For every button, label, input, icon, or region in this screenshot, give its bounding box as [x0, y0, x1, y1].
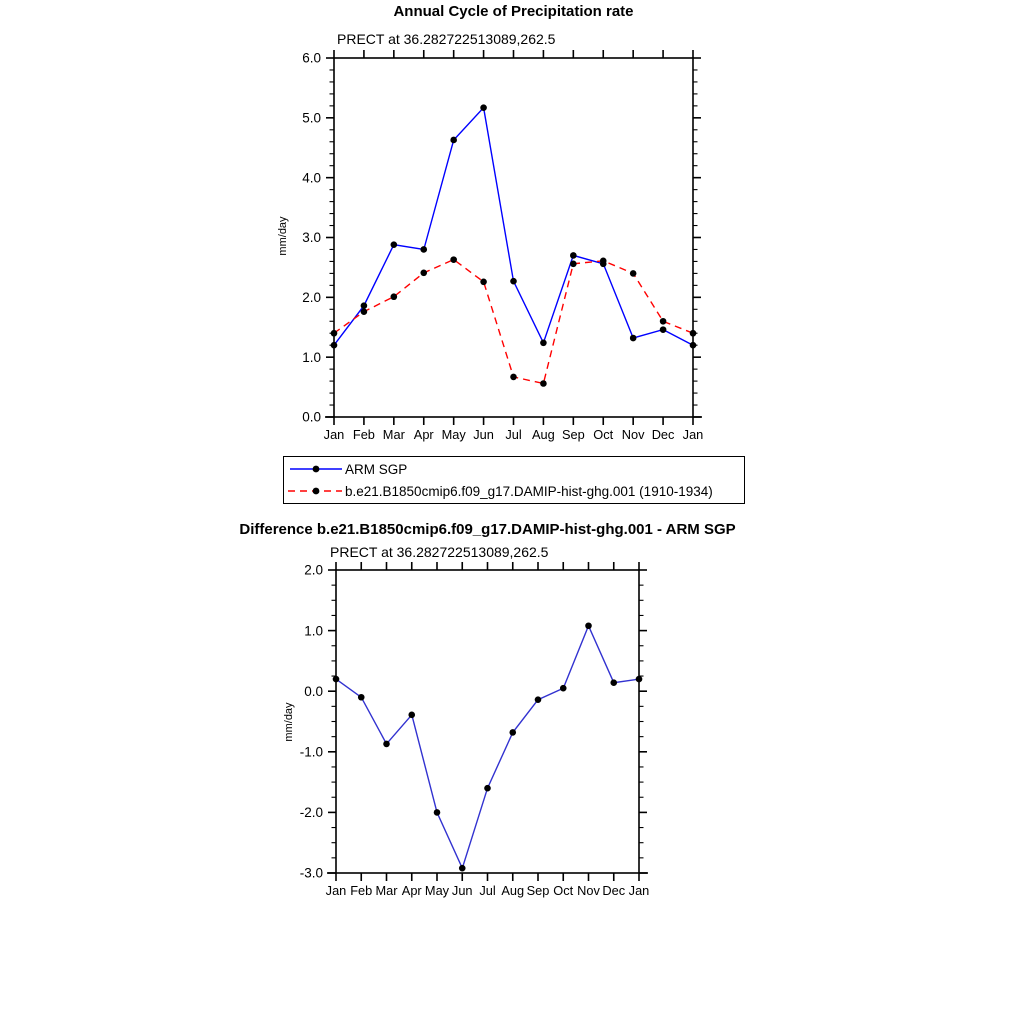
- data-point-marker: [600, 258, 607, 265]
- data-point-marker: [358, 694, 365, 701]
- svg-text:Jan: Jan: [682, 427, 704, 442]
- data-point-marker: [333, 676, 340, 683]
- svg-text:Jan: Jan: [325, 883, 347, 898]
- x-axis-ticks: [336, 562, 639, 881]
- data-point-marker: [331, 342, 338, 349]
- y-axis-ticks: [328, 570, 647, 873]
- data-point-marker: [459, 865, 466, 872]
- svg-text:Jun: Jun: [473, 427, 494, 442]
- svg-text:2.0: 2.0: [302, 290, 321, 306]
- data-point-marker: [391, 293, 398, 300]
- solid-line-sample-icon: [287, 461, 345, 477]
- svg-text:Feb: Feb: [352, 427, 375, 442]
- svg-text:Sep: Sep: [561, 427, 585, 442]
- data-point-marker: [509, 729, 516, 736]
- svg-text:Apr: Apr: [413, 427, 434, 442]
- svg-text:Nov: Nov: [577, 883, 600, 898]
- svg-text:1.0: 1.0: [302, 349, 321, 365]
- svg-text:Jan: Jan: [628, 883, 650, 898]
- data-point-marker: [630, 335, 637, 342]
- plot-frame: [334, 58, 693, 417]
- annual-cycle-plot: [302, 50, 703, 442]
- data-point-marker: [391, 241, 398, 248]
- x-axis-ticks: [334, 50, 693, 425]
- data-point-marker: [690, 330, 697, 337]
- svg-text:Jul: Jul: [505, 427, 522, 442]
- data-point-marker: [510, 278, 517, 285]
- data-point-marker: [361, 302, 368, 309]
- plot-frame: [336, 570, 639, 873]
- svg-text:-3.0: -3.0: [299, 865, 323, 881]
- chart2-title: Difference b.e21.B1850cmip6.f09_g17.DAMIP-hist-ghg.001 - ARM SGP: [239, 521, 736, 538]
- data-point-marker: [535, 696, 542, 703]
- series-markers: [331, 104, 697, 348]
- svg-text:1.0: 1.0: [304, 623, 323, 639]
- x-axis-tick-labels: [326, 883, 650, 898]
- data-point-marker: [540, 340, 547, 347]
- svg-text:Nov: Nov: [621, 427, 645, 442]
- series-line: [336, 626, 639, 868]
- svg-text:Mar: Mar: [382, 427, 405, 442]
- legend-label-model-run: b.e21.B1850cmip6.f09_g17.DAMIP-hist-ghg.001 (1910-1934): [345, 483, 713, 499]
- svg-text:Aug: Aug: [501, 883, 525, 898]
- y-axis-tick-labels: [302, 51, 321, 425]
- data-point-marker: [630, 270, 637, 277]
- y-axis-ticks: [326, 58, 701, 417]
- svg-text:-2.0: -2.0: [299, 805, 323, 821]
- data-point-marker: [361, 308, 368, 315]
- data-point-marker: [484, 785, 491, 792]
- svg-text:Mar: Mar: [375, 883, 398, 898]
- chart2-subtitle: PRECT at 36.282722513089,262.5: [330, 544, 549, 560]
- svg-text:5.0: 5.0: [302, 110, 321, 126]
- svg-text:0.0: 0.0: [304, 683, 323, 699]
- data-point-marker: [585, 622, 592, 629]
- legend-item-arm-sgp: [287, 458, 744, 480]
- legend-box: [283, 456, 745, 504]
- svg-text:-1.0: -1.0: [299, 744, 323, 760]
- data-point-marker: [450, 256, 457, 263]
- x-axis-tick-labels: [324, 427, 704, 442]
- svg-text:Jul: Jul: [479, 883, 496, 898]
- svg-text:Jan: Jan: [323, 427, 345, 442]
- svg-text:0.0: 0.0: [302, 409, 321, 425]
- data-point-marker: [434, 809, 441, 816]
- svg-text:Oct: Oct: [553, 883, 574, 898]
- data-point-marker: [570, 261, 577, 268]
- series-markers: [331, 256, 697, 386]
- marker-dot-icon: [313, 488, 320, 495]
- data-point-marker: [660, 326, 667, 333]
- chart1-subtitle: PRECT at 36.282722513089,262.5: [337, 31, 556, 47]
- series-line: [334, 108, 693, 346]
- data-point-marker: [480, 278, 487, 285]
- svg-text:6.0: 6.0: [302, 50, 321, 66]
- legend-item-model-run: [287, 480, 744, 502]
- svg-text:Oct: Oct: [593, 427, 614, 442]
- data-point-marker: [636, 676, 643, 683]
- data-point-marker: [450, 137, 457, 144]
- data-point-marker: [690, 342, 697, 349]
- data-point-marker: [331, 330, 338, 337]
- svg-text:Sep: Sep: [526, 883, 550, 898]
- chart2-y-axis-label: mm/day: [283, 702, 295, 742]
- data-point-marker: [383, 741, 390, 748]
- difference-plot: [300, 562, 650, 898]
- svg-text:2.0: 2.0: [304, 562, 323, 578]
- chart1-y-axis-label: mm/day: [277, 216, 289, 256]
- svg-text:May: May: [424, 883, 450, 898]
- series-markers: [333, 622, 643, 871]
- data-point-marker: [610, 679, 617, 686]
- data-point-marker: [570, 252, 577, 259]
- chart1-title: Annual Cycle of Precipitation rate: [393, 3, 634, 20]
- data-point-marker: [408, 712, 415, 719]
- marker-dot-icon: [313, 466, 320, 473]
- svg-text:Apr: Apr: [401, 883, 422, 898]
- data-point-marker: [480, 104, 487, 111]
- data-point-marker: [420, 246, 427, 253]
- data-point-marker: [540, 380, 547, 387]
- dashed-line-sample-icon: [287, 483, 345, 499]
- data-point-marker: [420, 270, 427, 277]
- legend-label-arm-sgp: ARM SGP: [345, 461, 408, 477]
- svg-text:Jun: Jun: [451, 883, 473, 898]
- y-axis-tick-labels: [300, 563, 323, 881]
- data-point-marker: [510, 374, 517, 381]
- svg-text:Aug: Aug: [532, 427, 555, 442]
- data-point-marker: [660, 318, 667, 325]
- svg-text:Dec: Dec: [602, 883, 626, 898]
- svg-text:Dec: Dec: [651, 427, 675, 442]
- svg-text:3.0: 3.0: [302, 230, 321, 246]
- svg-text:4.0: 4.0: [302, 170, 321, 186]
- svg-text:May: May: [441, 427, 466, 442]
- svg-text:Feb: Feb: [350, 883, 373, 898]
- data-point-marker: [560, 685, 567, 692]
